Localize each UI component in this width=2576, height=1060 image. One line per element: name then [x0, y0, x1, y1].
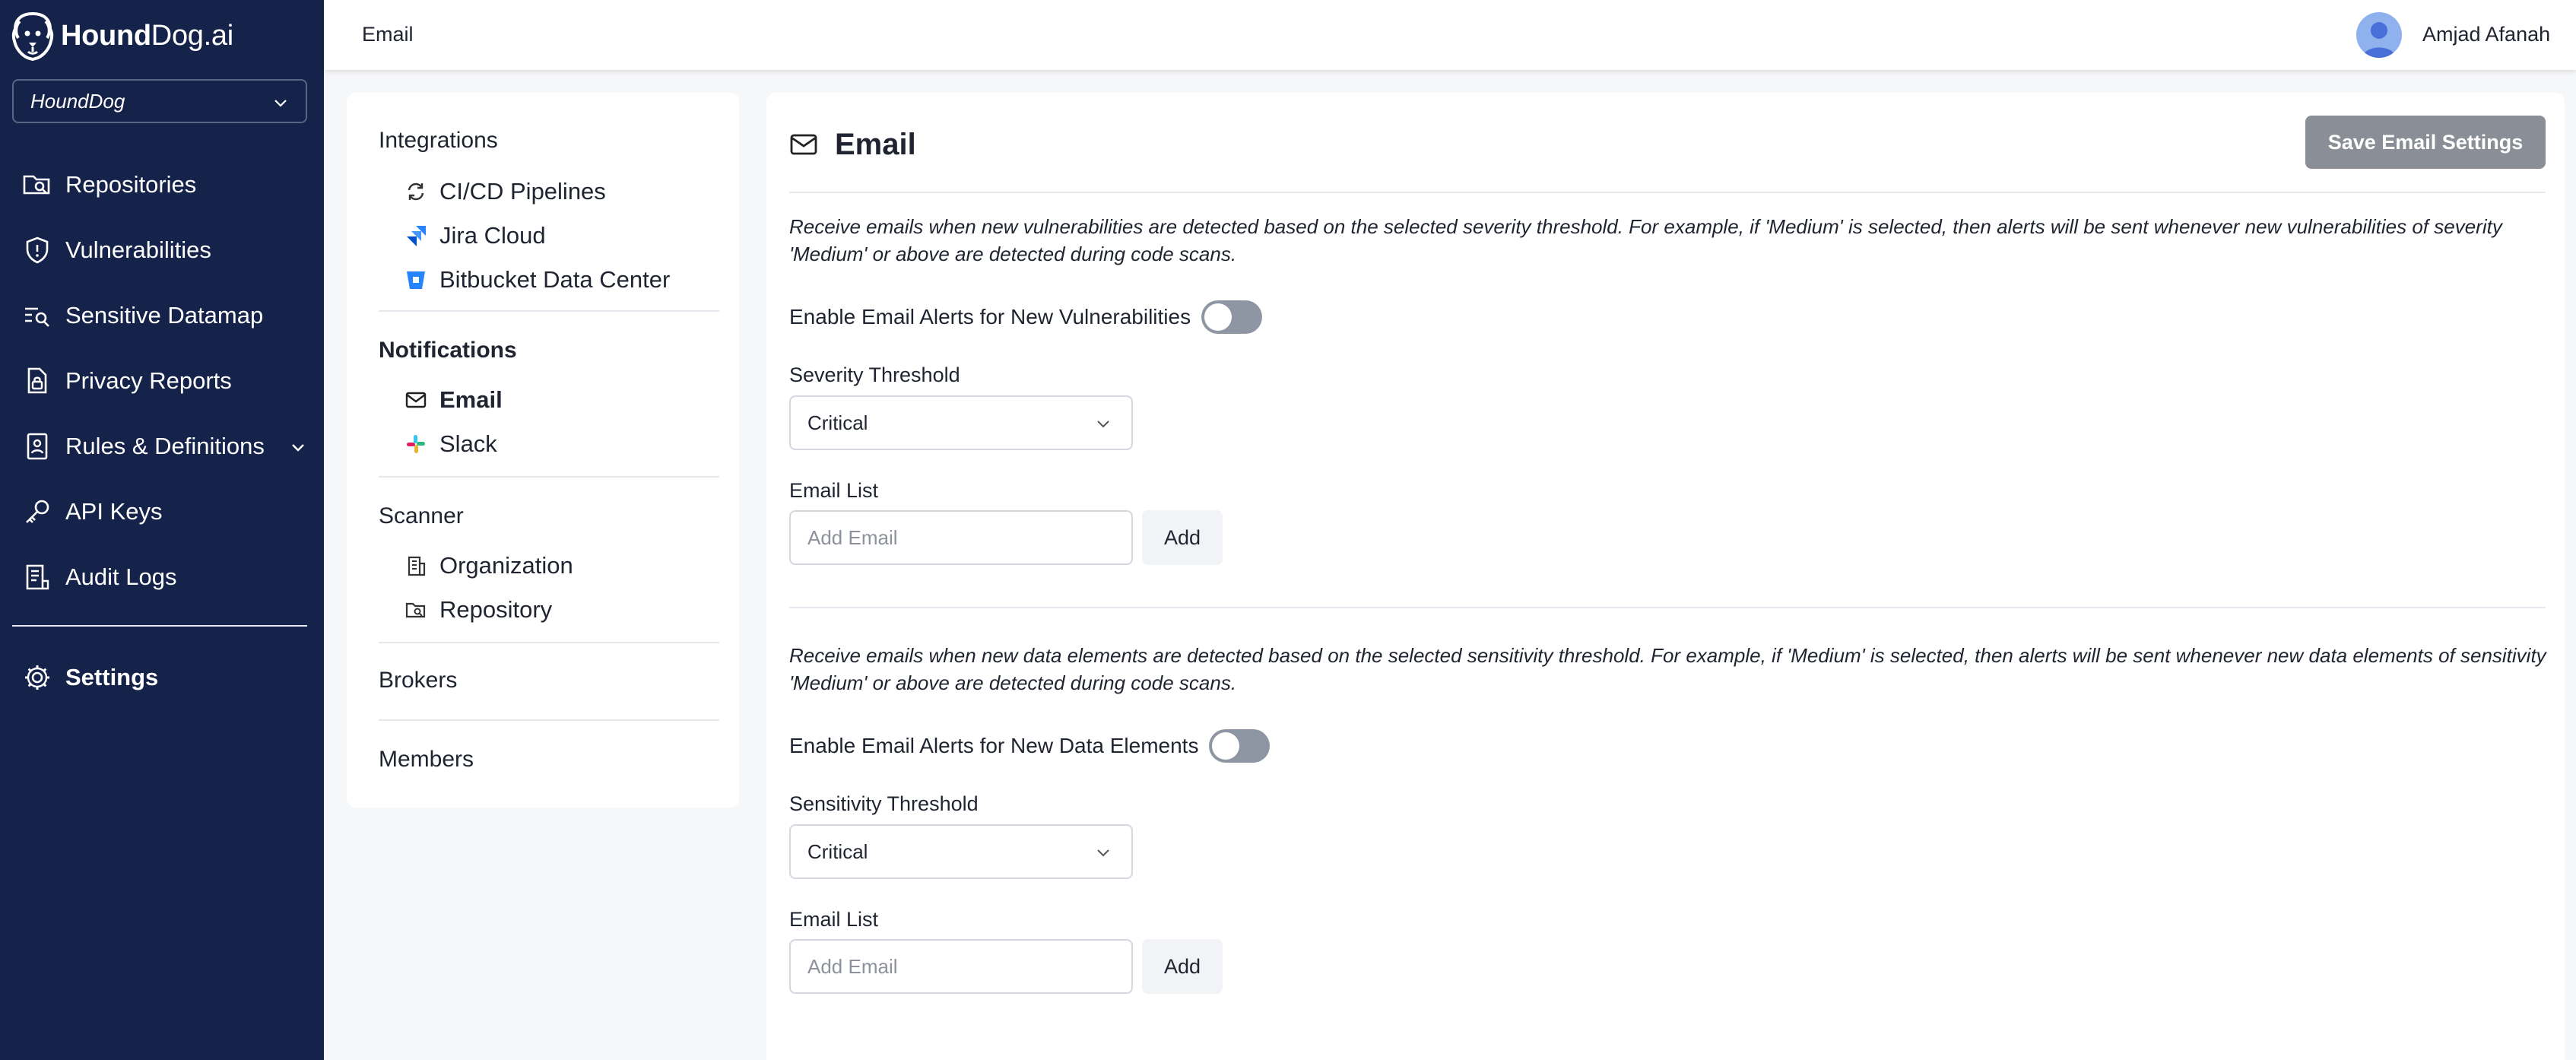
- mail-icon: [789, 130, 818, 159]
- nav-item-vulnerabilities[interactable]: [0, 217, 324, 283]
- submenu-item-label: Slack: [439, 430, 497, 457]
- chevron-down-icon: [272, 94, 289, 111]
- refresh-cycle-icon: [404, 180, 427, 203]
- nav-item-rules-definitions[interactable]: [0, 414, 324, 479]
- brand-logo[interactable]: [11, 11, 233, 61]
- nav-item-label: Privacy Reports: [65, 367, 232, 394]
- folder-search-icon: [21, 169, 53, 201]
- submenu-divider: [379, 310, 719, 312]
- organization-select-value: HoundDog: [30, 89, 125, 113]
- vulnerabilities-add-email-button[interactable]: Add: [1142, 510, 1223, 565]
- toggle-knob: [1212, 732, 1239, 760]
- severity-threshold-value: Critical: [807, 411, 868, 434]
- nav-item-repositories[interactable]: [0, 152, 324, 217]
- data-elements-toggle-row: [789, 727, 1270, 765]
- submenu-item-members[interactable]: Members: [379, 747, 474, 772]
- section-title-notifications: Notifications: [379, 338, 517, 363]
- toggle-knob: [1204, 303, 1232, 331]
- audit-log-icon: [21, 561, 53, 593]
- lock-file-icon: [21, 365, 53, 397]
- slack-icon: [404, 433, 427, 455]
- nav-item-label: Sensitive Datamap: [65, 302, 264, 328]
- user-avatar-icon: [2356, 12, 2402, 58]
- page-title: Email: [362, 23, 414, 46]
- panel-header: [789, 122, 916, 167]
- submenu-item-cicd-pipelines[interactable]: [404, 173, 606, 210]
- vulnerabilities-toggle-label: Enable Email Alerts for New Vulnerabilities: [789, 305, 1191, 328]
- severity-threshold-select[interactable]: [789, 395, 1133, 450]
- building-icon: [404, 554, 427, 577]
- header-divider: [789, 192, 2546, 193]
- submenu-item-label: Bitbucket Data Center: [439, 266, 671, 293]
- submenu-divider: [379, 719, 719, 721]
- gear-icon: [21, 662, 53, 693]
- submenu-item-label: Organization: [439, 552, 573, 579]
- vulnerabilities-email-list-label: Email List: [789, 479, 879, 502]
- sensitivity-threshold-label: Sensitivity Threshold: [789, 792, 979, 815]
- submenu-item-label: Jira Cloud: [439, 222, 546, 249]
- nav-item-settings[interactable]: [0, 645, 324, 710]
- submenu-item-bitbucket[interactable]: [404, 262, 670, 298]
- nav-item-label: Vulnerabilities: [65, 236, 211, 263]
- key-icon: [21, 496, 53, 528]
- nav-item-api-keys[interactable]: [0, 479, 324, 544]
- avatar[interactable]: [2356, 12, 2402, 58]
- data-elements-description: Receive emails when new data elements are detected based on the selected sensitivity threshold. For example, if 'Medium' is selected, then alerts will be sent whenever new data elements of sensitivity 'Medium' or above are detected during code scans.: [789, 644, 2546, 694]
- submenu-item-label: Repository: [439, 596, 553, 623]
- top-header: [324, 0, 2576, 70]
- settings-submenu: [347, 93, 739, 808]
- nav-item-audit-logs[interactable]: [0, 544, 324, 610]
- organization-select[interactable]: [12, 79, 307, 123]
- section-divider: [789, 607, 2546, 608]
- submenu-item-repository[interactable]: [404, 592, 552, 628]
- data-elements-toggle-label: Enable Email Alerts for New Data Elements: [789, 734, 1199, 757]
- severity-threshold-label: Severity Threshold: [789, 363, 960, 386]
- nav-item-label: Settings: [65, 664, 159, 690]
- chevron-down-icon[interactable]: [289, 438, 307, 456]
- bitbucket-icon: [404, 268, 427, 291]
- nav-item-label: Repositories: [65, 171, 197, 198]
- vulnerabilities-description: Receive emails when new vulnerabilities are detected based on the selected severity threshold. For example, if 'Medium' is selected, then alerts will be sent whenever new vulnerabilities of severity 'Medium' or above are detected during code scans.: [789, 215, 2502, 265]
- folder-search-icon: [404, 598, 427, 621]
- nav-item-label: Audit Logs: [65, 563, 177, 590]
- section-title-scanner: Scanner: [379, 503, 464, 528]
- save-email-settings-button[interactable]: Save Email Settings: [2305, 116, 2546, 169]
- sensitivity-threshold-select[interactable]: [789, 824, 1133, 879]
- submenu-item-label: Email: [439, 386, 503, 413]
- vulnerabilities-toggle-row: [789, 298, 1262, 336]
- nav-settings-group: [0, 645, 324, 710]
- vulnerabilities-email-input[interactable]: [789, 510, 1133, 565]
- nav-divider: [12, 625, 307, 627]
- nav-item-label: Rules & Definitions: [65, 433, 265, 459]
- nav-item-sensitive-datamap[interactable]: [0, 283, 324, 348]
- sensitivity-threshold-value: Critical: [807, 839, 868, 863]
- chevron-down-icon: [1095, 844, 1112, 861]
- chevron-down-icon: [1095, 415, 1112, 432]
- mail-icon: [404, 389, 427, 411]
- submenu-item-slack[interactable]: [404, 426, 497, 462]
- section-title-integrations: Integrations: [379, 128, 498, 153]
- jira-icon: [404, 224, 427, 247]
- shield-alert-icon: [21, 234, 53, 266]
- submenu-divider: [379, 476, 719, 478]
- panel-title: Email: [835, 127, 916, 161]
- brand-name: HoundDog.ai: [61, 19, 233, 52]
- submenu-item-email[interactable]: [404, 382, 503, 418]
- submenu-item-jira-cloud[interactable]: [404, 217, 546, 254]
- user-name[interactable]: Amjad Afanah: [2422, 23, 2551, 46]
- submenu-divider: [379, 642, 719, 643]
- main-nav: [0, 152, 324, 610]
- datamap-search-icon: [21, 300, 53, 332]
- rules-book-icon: [21, 430, 53, 462]
- vulnerabilities-alert-toggle[interactable]: [1201, 300, 1262, 334]
- submenu-item-label: CI/CD Pipelines: [439, 178, 606, 205]
- email-settings-panel: [766, 93, 2565, 1060]
- submenu-item-brokers[interactable]: Brokers: [379, 668, 458, 693]
- hound-logo-icon: [11, 11, 55, 61]
- data-elements-alert-toggle[interactable]: [1209, 729, 1270, 763]
- data-elements-email-input[interactable]: [789, 939, 1133, 994]
- submenu-item-organization[interactable]: [404, 547, 573, 584]
- data-elements-add-email-button[interactable]: Add: [1142, 939, 1223, 994]
- nav-item-label: API Keys: [65, 498, 163, 525]
- main-sidebar: [0, 0, 324, 1060]
- data-elements-email-list-label: Email List: [789, 908, 879, 931]
- nav-item-privacy-reports[interactable]: [0, 348, 324, 414]
